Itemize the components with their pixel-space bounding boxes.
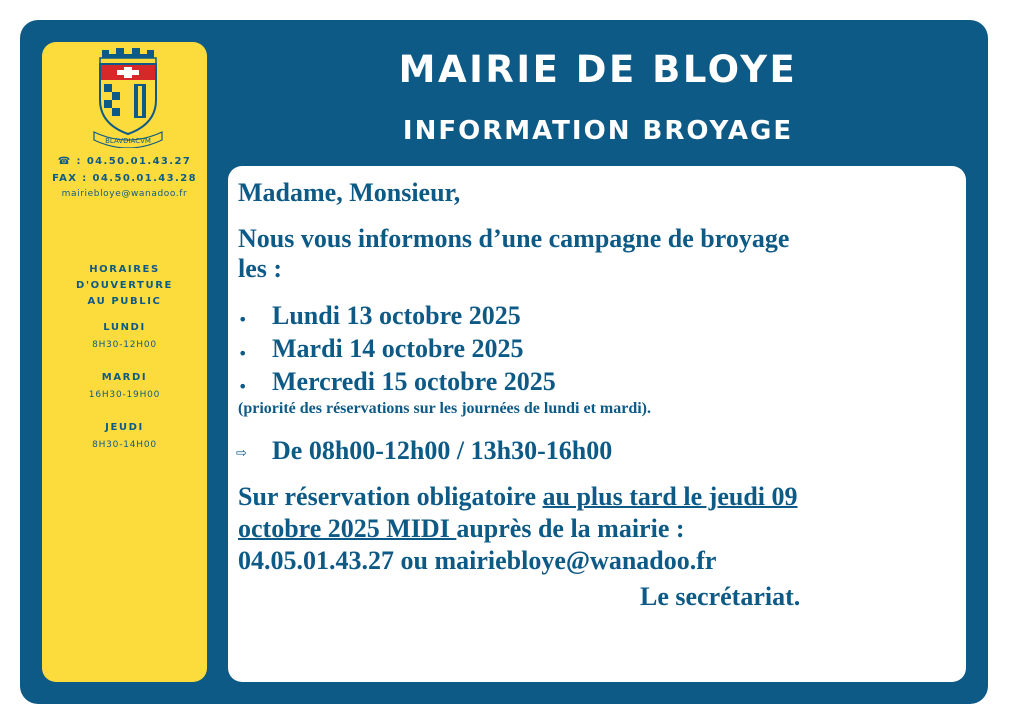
- hours-line: De 08h00-12h00 / 13h30-16h00: [272, 436, 613, 465]
- date-item: Mercredi 15 octobre 2025: [272, 367, 556, 396]
- arrow-right-icon: ⇨: [236, 446, 247, 461]
- schedule-day: LUNDI: [103, 322, 146, 333]
- crest-motto: BLAVDIACVM: [105, 137, 151, 145]
- bullet-icon: •: [238, 377, 248, 396]
- priority-note: (priorité des réservations sur les journées de lundi et mardi).: [238, 400, 651, 417]
- opening-hours: [42, 262, 207, 452]
- greeting: Madame, Monsieur,: [238, 178, 461, 207]
- schedule-day: MARDI: [101, 372, 148, 383]
- phone-icon: ☎: [57, 156, 72, 167]
- fax-number: FAX : 04.50.01.43.28: [52, 173, 197, 184]
- town-crest-logo: [88, 48, 168, 148]
- contact-line: 04.05.01.43.27 ou mairiebloye@wanadoo.fr: [238, 546, 717, 575]
- reservation-line: [238, 514, 685, 544]
- signature: Le secrétariat.: [640, 582, 801, 611]
- date-item: Lundi 13 octobre 2025: [272, 301, 521, 330]
- bullet-icon: •: [238, 344, 248, 363]
- schedule-time: 16H30-19H00: [88, 390, 161, 400]
- hours-title-line: AU PUBLIC: [87, 296, 162, 307]
- hours-title-line: D'OUVERTURE: [76, 280, 173, 291]
- schedule-time: 8H30-14H00: [92, 440, 157, 450]
- page-subtitle: INFORMATION BROYAGE: [402, 116, 794, 146]
- date-item: Mardi 14 octobre 2025: [272, 334, 524, 363]
- page-title: MAIRIE DE BLOYE: [398, 48, 798, 91]
- schedule-day: JEUDI: [105, 422, 144, 433]
- reservation-deadline: au plus tard le jeudi 09: [542, 482, 798, 511]
- hours-title-line: HORAIRES: [89, 264, 160, 275]
- reservation-line: [238, 482, 798, 512]
- phone-number[interactable]: [42, 156, 207, 167]
- reservation-suffix: auprès de la mairie :: [456, 514, 685, 543]
- phone-text: : 04.50.01.43.27: [76, 156, 192, 167]
- reservation-deadline: octobre 2025 MIDI: [238, 514, 457, 543]
- intro-line: les :: [238, 254, 283, 283]
- bullet-icon: •: [238, 310, 248, 329]
- reservation-prefix: Sur réservation obligatoire: [238, 482, 543, 511]
- intro-line: Nous vous informons d’une campagne de broyage: [238, 224, 790, 253]
- sidebar-email[interactable]: mairiebloye@wanadoo.fr: [61, 189, 188, 199]
- schedule-time: 8H30-12H00: [92, 340, 157, 350]
